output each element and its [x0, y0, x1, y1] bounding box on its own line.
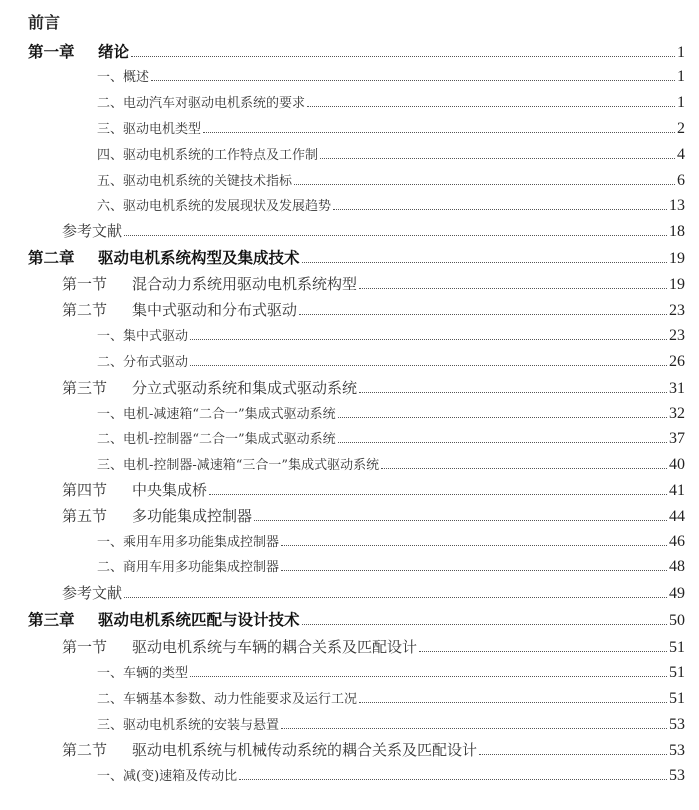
toc-entry-title: 二、电动汽车对驱动电机系统的要求	[97, 96, 306, 111]
toc-page-number: 46	[669, 533, 685, 550]
toc-page-number: 1	[677, 68, 685, 85]
toc-section-entry[interactable]	[62, 636, 685, 657]
toc-page-number: 51	[669, 664, 685, 681]
toc-item-entry[interactable]	[97, 170, 685, 190]
toc-item-entry[interactable]	[97, 351, 685, 371]
toc-page-number: 18	[669, 223, 685, 240]
toc-item-entry[interactable]	[97, 325, 685, 345]
toc-entry-number: 第二章	[28, 249, 75, 267]
toc-entry-label	[62, 479, 207, 500]
toc-entry-title: 三、驱动电机类型	[97, 122, 202, 137]
dot-leader	[281, 545, 667, 546]
toc-item-entry[interactable]	[97, 403, 685, 423]
toc-item-entry[interactable]	[97, 195, 685, 215]
toc-entry-label	[97, 428, 336, 447]
toc-entry-title: 驱动电机系统与机械传动系统的耦合关系及匹配设计	[132, 741, 478, 759]
toc-page-number: 51	[669, 690, 685, 707]
toc-entry-label	[62, 220, 122, 241]
toc-page-number: 2	[677, 120, 685, 137]
toc-entry-title: 一、电机-减速箱“二合一”集成式驱动系统	[97, 407, 336, 422]
toc-entry-label	[97, 351, 188, 370]
toc-entry-label	[28, 40, 129, 62]
dot-leader	[203, 132, 675, 133]
toc-page-number: 53	[669, 767, 685, 784]
toc-entry-label	[62, 582, 122, 603]
dot-leader	[299, 314, 667, 315]
toc-page-number: 50	[669, 612, 685, 629]
toc-entry-number: 第一章	[28, 43, 75, 61]
toc-page-number: 48	[669, 558, 685, 575]
toc-entry-label	[62, 505, 252, 526]
toc-entry-title: 一、车辆的类型	[97, 666, 189, 681]
toc-item-entry[interactable]	[97, 714, 685, 734]
dot-leader	[419, 651, 667, 652]
toc-entry-label	[97, 403, 336, 422]
toc-page-number: 26	[669, 353, 685, 370]
toc-page-number: 53	[669, 742, 685, 759]
toc-chapter-entry[interactable]	[28, 40, 685, 62]
toc-entry-label	[28, 246, 300, 268]
toc-item-entry[interactable]	[97, 144, 685, 164]
toc-chapter-entry[interactable]	[28, 246, 685, 268]
toc-entry-number: 第五节	[62, 507, 108, 525]
toc-entry-title: 二、电机-控制器“二合一”集成式驱动系统	[97, 432, 336, 447]
toc-entry-title: 二、商用车用多功能集成控制器	[97, 560, 280, 575]
dot-leader	[479, 754, 667, 755]
toc-entry-label	[97, 454, 379, 473]
toc-item-entry[interactable]	[97, 765, 685, 785]
toc-page-number: 49	[669, 585, 685, 602]
toc-entry-number: 第三节	[62, 379, 108, 397]
toc-page-number: 19	[669, 250, 685, 267]
toc-page-number: 44	[669, 508, 685, 525]
toc-entry-title: 驱动电机系统构型及集成技术	[98, 249, 300, 267]
toc-chapter-entry[interactable]	[28, 608, 685, 630]
toc-section-entry[interactable]	[62, 273, 685, 294]
toc-page-number: 23	[669, 302, 685, 319]
toc-entry-number: 第一节	[62, 638, 108, 656]
dot-leader	[124, 597, 667, 598]
toc-entry-title: 绪论	[98, 43, 130, 61]
toc-entry-number: 第四节	[62, 481, 108, 499]
toc-entry-title: 六、驱动电机系统的发展现状及发展趋势	[97, 199, 332, 214]
toc-entry-title: 集中式驱动和分布式驱动	[132, 301, 298, 319]
toc-page-number: 40	[669, 456, 685, 473]
toc-page-number: 41	[669, 482, 685, 499]
toc-entry-title: 二、分布式驱动	[97, 355, 189, 370]
toc-section-entry[interactable]	[62, 505, 685, 526]
toc-entry-title: 分立式驱动系统和集成式驱动系统	[132, 379, 358, 397]
toc-entry-title: 驱动电机系统与车辆的耦合关系及匹配设计	[132, 638, 418, 656]
toc-entry-title: 参考文献	[62, 222, 123, 240]
dot-leader	[338, 442, 667, 443]
dot-leader	[294, 184, 675, 185]
dot-leader	[209, 494, 667, 495]
toc-entry-label	[97, 92, 305, 111]
toc-entry-number: 第三章	[28, 611, 75, 629]
toc-entry-title: 混合动力系统用驱动电机系统构型	[132, 275, 358, 293]
preface-heading[interactable]	[28, 10, 60, 33]
dot-leader	[190, 365, 667, 366]
toc-entry-label	[97, 66, 149, 85]
toc-entry-label	[97, 662, 188, 681]
toc-entry-label	[97, 195, 331, 214]
dot-leader	[359, 288, 667, 289]
toc-entry-label	[97, 531, 279, 550]
toc-entry-label	[97, 144, 318, 163]
toc-entry-label	[28, 608, 300, 630]
toc-entry-number: 第二节	[62, 301, 108, 319]
dot-leader	[338, 417, 667, 418]
toc-page-number: 23	[669, 327, 685, 344]
toc-page-number: 4	[677, 146, 685, 163]
toc-page-number: 1	[677, 44, 685, 61]
toc-entry-label	[97, 556, 279, 575]
toc-entry-title: 驱动电机系统匹配与设计技术	[98, 611, 300, 629]
dot-leader	[381, 468, 667, 469]
toc-section-entry[interactable]	[62, 377, 685, 398]
dot-leader	[190, 339, 667, 340]
toc-entry-title: 四、驱动电机系统的工作特点及工作制	[97, 148, 319, 163]
dot-leader	[302, 624, 667, 625]
toc-ref-entry[interactable]	[62, 220, 685, 241]
toc-item-entry[interactable]	[97, 66, 685, 86]
dot-leader	[307, 106, 675, 107]
toc-entry-title: 一、减(变)速箱及传动比	[97, 769, 238, 784]
toc-entry-title: 二、车辆基本参数、动力性能要求及运行工况	[97, 692, 358, 707]
toc-entry-label	[62, 273, 357, 294]
toc-entry-number: 第二节	[62, 741, 108, 759]
toc-page-number: 6	[677, 172, 685, 189]
dot-leader	[320, 158, 675, 159]
toc-entry-title: 参考文献	[62, 584, 123, 602]
toc-item-entry[interactable]	[97, 531, 685, 551]
toc-page-number: 51	[669, 639, 685, 656]
toc-item-entry[interactable]	[97, 688, 685, 708]
toc-entry-label	[97, 325, 188, 344]
toc-entry-label	[62, 739, 477, 760]
toc-section-entry[interactable]	[62, 479, 685, 500]
toc-item-entry[interactable]	[97, 118, 685, 138]
toc-section-entry[interactable]	[62, 299, 685, 320]
toc-page-number: 31	[669, 380, 685, 397]
dot-leader	[281, 570, 667, 571]
toc-entry-label	[62, 299, 297, 320]
dot-leader	[151, 80, 675, 81]
toc-entry-label	[62, 636, 417, 657]
dot-leader	[131, 56, 675, 57]
toc-entry-title: 一、概述	[97, 70, 150, 85]
toc-page-number: 19	[669, 276, 685, 293]
toc-item-entry[interactable]	[97, 92, 685, 112]
dot-leader	[124, 235, 667, 236]
toc-entry-label	[97, 765, 237, 784]
toc-page-number: 1	[677, 94, 685, 111]
toc-item-entry[interactable]	[97, 556, 685, 576]
toc-entry-title: 三、电机-控制器-减速箱“三合一”集成式驱动系统	[97, 458, 380, 473]
toc-entry-label	[97, 118, 201, 137]
dot-leader	[239, 779, 667, 780]
dot-leader	[359, 702, 667, 703]
toc-section-entry[interactable]	[62, 739, 685, 760]
toc-entry-title: 一、乘用车用多功能集成控制器	[97, 535, 280, 550]
dot-leader	[281, 728, 667, 729]
toc-entry-label	[97, 714, 279, 733]
toc-page-number: 32	[669, 405, 685, 422]
toc-entry-label	[97, 170, 292, 189]
toc-entry-label	[97, 688, 357, 707]
toc-entry-number: 第一节	[62, 275, 108, 293]
toc-entry-label	[62, 377, 357, 398]
toc-entry-title: 中央集成桥	[132, 481, 208, 499]
dot-leader	[190, 676, 667, 677]
toc-item-entry[interactable]	[97, 428, 685, 448]
toc-entry-title: 多功能集成控制器	[132, 507, 253, 525]
toc-ref-entry[interactable]	[62, 582, 685, 603]
toc-entry-title: 一、集中式驱动	[97, 329, 189, 344]
dot-leader	[254, 520, 667, 521]
dot-leader	[302, 262, 667, 263]
preface-title: 前言	[28, 13, 61, 32]
toc-entry-title: 五、驱动电机系统的关键技术指标	[97, 174, 293, 189]
toc-entry-title: 三、驱动电机系统的安装与悬置	[97, 718, 280, 733]
dot-leader	[359, 392, 667, 393]
toc-page-number: 13	[669, 197, 685, 214]
toc-item-entry[interactable]	[97, 454, 685, 474]
dot-leader	[333, 209, 667, 210]
toc-page-number: 37	[669, 430, 685, 447]
toc-item-entry[interactable]	[97, 662, 685, 682]
toc-page-number: 53	[669, 716, 685, 733]
